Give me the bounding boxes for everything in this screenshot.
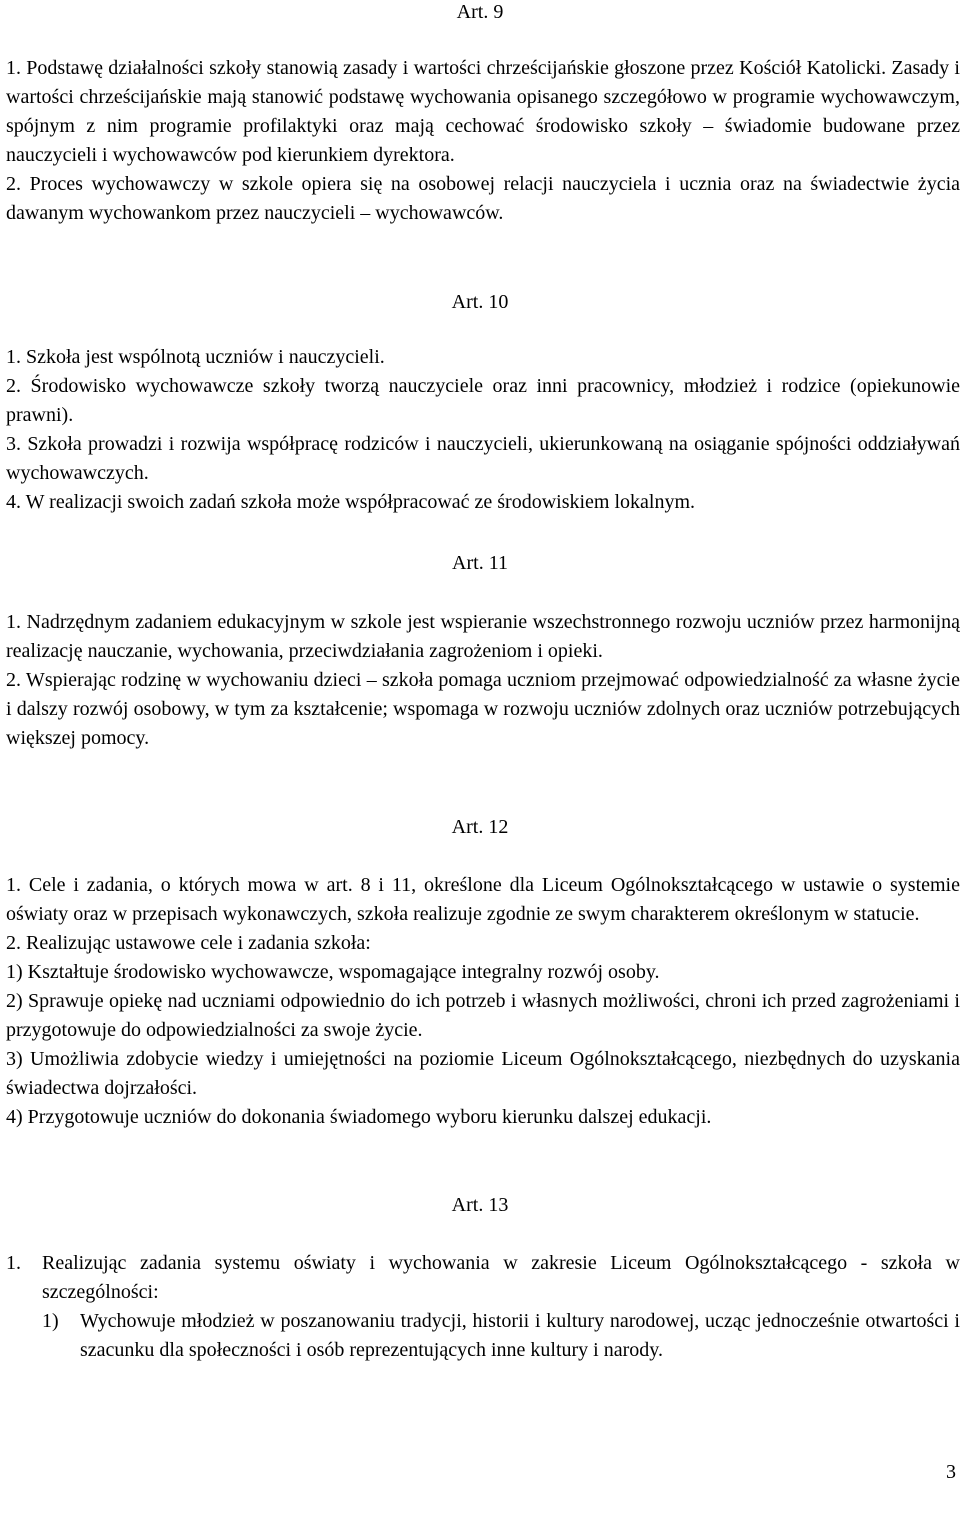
article-13-item-1-number: 1) — [42, 1310, 59, 1332]
article-10-paragraph-3: 3. Szkoła prowadzi i rozwija współpracę rodziców i nauczycieli, ukierunkowaną na osiąganie spójności oddziaływań wychowawczych. — [6, 433, 960, 484]
article-13-paragraph-1 — [6, 1249, 960, 1307]
article-13-item-1 — [6, 1307, 960, 1365]
article-12-item-4: 4) Przygotowuje uczniów do dokonania świadomego wyboru kierunku dalszej edukacji. — [6, 1106, 712, 1128]
article-12-heading: Art. 12 — [451, 816, 509, 838]
article-11-paragraph-2: 2. Wspierając rodzinę w wychowaniu dzieci – szkoła pomaga uczniom przejmować odpowiedzialność za własne życie i dalszy rozwój osobowy, w tym za kształcenie; wspomaga w rozwoju uczniów zdolnych oraz uczniów potrzebujących większej pomocy. — [6, 669, 960, 749]
article-12-item-2: 2) Sprawuje opiekę nad uczniami odpowiednio do ich potrzeb i własnych możliwości, chroni ich przed zagrożeniami i przygotowuje do odpowiedzialności za swoje życie. — [6, 990, 960, 1041]
article-13-paragraph-1-text: Realizując zadania systemu oświaty i wychowania w zakresie Liceum Ogólnokształcącego - szkoła w szczególności: — [42, 1252, 960, 1303]
article-10-body — [6, 343, 960, 517]
article-12-item-3: 3) Umożliwia zdobycie wiedzy i umiejętności na poziomie Liceum Ogólnokształcącego, niezbędnych do uzyskania świadectwa dojrzałości. — [6, 1048, 960, 1099]
article-13-heading: Art. 13 — [451, 1194, 509, 1216]
page-number: 3 — [946, 1461, 956, 1483]
article-13-body — [6, 1249, 960, 1365]
article-11-paragraph-1: 1. Nadrzędnym zadaniem edukacyjnym w szkole jest wspieranie wszechstronnego rozwoju uczniów przez harmonijną realizację nauczanie, wychowania, przeciwdziałania zagrożeniom i opieki. — [6, 611, 960, 662]
article-12-body — [6, 871, 960, 1132]
article-11-body — [6, 608, 960, 753]
article-10-heading: Art. 10 — [451, 291, 509, 313]
article-12-item-1: 1) Kształtuje środowisko wychowawcze, wspomagające integralny rozwój osoby. — [6, 961, 660, 983]
article-13-item-1-text: Wychowuje młodzież w poszanowaniu tradycji, historii i kultury narodowej, ucząc jednocześnie otwartości i szacunku dla społeczności i osób reprezentujących inne kultury i narody. — [80, 1310, 960, 1361]
article-11-heading: Art. 11 — [452, 552, 508, 574]
article-10-paragraph-1: 1. Szkoła jest wspólnotą uczniów i nauczycieli. — [6, 346, 385, 368]
article-10-paragraph-2: 2. Środowisko wychowawcze szkoły tworzą nauczyciele oraz inni pracownicy, młodzież i rodzice (opiekunowie prawni). — [6, 375, 960, 426]
article-9-heading: Art. 9 — [456, 1, 504, 23]
article-13-paragraph-1-number: 1. — [6, 1252, 21, 1274]
article-9-body — [6, 54, 960, 228]
article-12-paragraph-1: 1. Cele i zadania, o których mowa w art. 8 i 11, określone dla Liceum Ogólnokształcącego w ustawie o systemie oświaty oraz w przepisach wykonawczych, szkoła realizuje zgodnie ze swym charakterem określonym w statucie. — [6, 874, 960, 925]
article-12-paragraph-2: 2. Realizując ustawowe cele i zadania szkoła: — [6, 932, 371, 954]
article-10-paragraph-4: 4. W realizacji swoich zadań szkoła może współpracować ze środowiskiem lokalnym. — [6, 491, 696, 513]
article-9-paragraph-1: 1. Podstawę działalności szkoły stanowią zasady i wartości chrześcijańskie głoszone przez Kościół Katolicki. Zasady i wartości chrześcijańskie mają stanowić podstawę wychowania opisanego szczegółowo w programie wychowawczym, spójnym z nim programie profilaktyki oraz mają cechować środowisko szkoły – świadomie budowane przez nauczycieli i wychowawców pod kierunkiem dyrektora. — [6, 57, 960, 166]
article-9-paragraph-2: 2. Proces wychowawczy w szkole opiera się na osobowej relacji nauczyciela i ucznia oraz na świadectwie życia dawanym wychowankom przez nauczycieli – wychowawców. — [6, 173, 960, 224]
